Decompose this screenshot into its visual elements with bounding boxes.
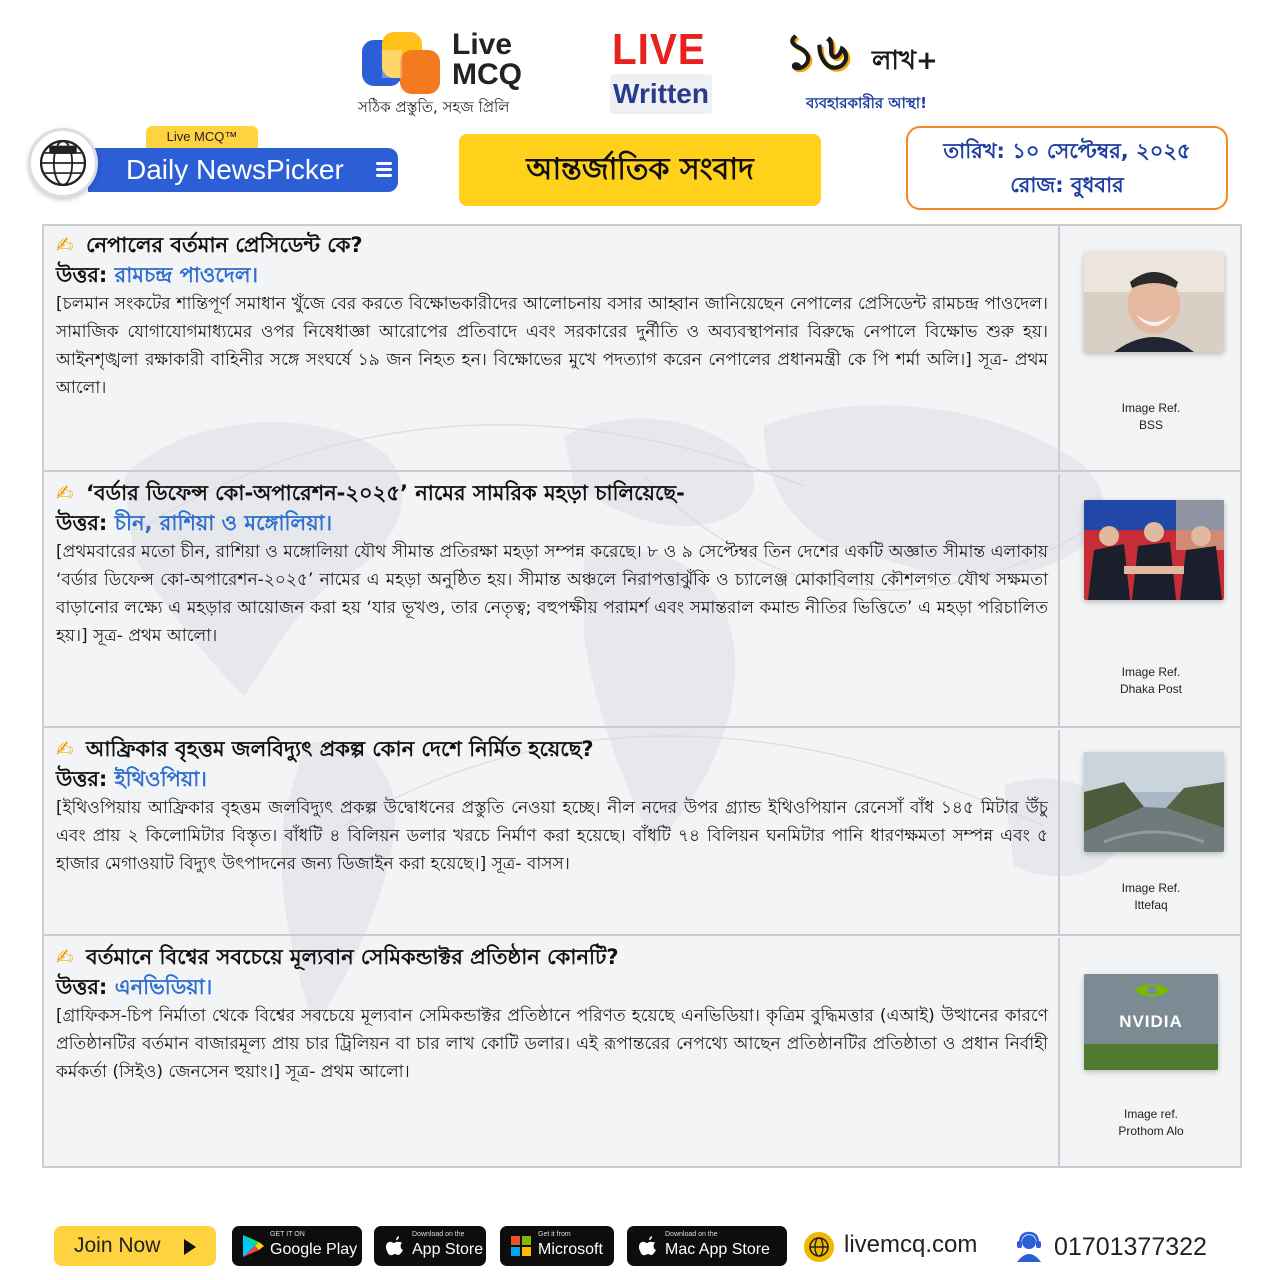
google-play-icon <box>240 1234 266 1258</box>
news-row-1 <box>44 226 1240 472</box>
apple-icon <box>635 1234 661 1258</box>
news-text-3 <box>44 730 1060 934</box>
apple-icon <box>382 1234 408 1258</box>
writing-hand-icon: ✍ <box>56 481 74 505</box>
news-table <box>42 224 1242 1168</box>
news-image-cell-2 <box>1062 474 1240 726</box>
news-image-cell-1 <box>1062 226 1240 470</box>
newspicker-top-label: Live MCQ™ <box>146 126 258 148</box>
users-suffix: লাখ+ <box>872 46 938 76</box>
app-store-button[interactable]: Download on the App Store <box>374 1226 486 1266</box>
detail-1: [চলমান সংকটের শান্তিপূর্ণ সমাধান খুঁজে বের করতে বিক্ষোভকারীদের আলোচনায় বসার আহ্বান জানিয়েছেন নেপালের প্রেসিডেন্ট রামচন্দ্র পাওদেল। সামাজিক যোগাযোগমাধ্যমের ওপর নিষেধাজ্ঞা আরোপের প্রতিবাদে এবং সরকারের দুর্নীতি ও অব্যবস্থাপনার বিরুদ্ধে নেপালে বিক্ষোভ শুরু হয়। আইনশৃঙ্খলা রক্ষাকারী বাহিনীর সঙ্গে সংঘর্ষে ১৯ জন নিহত হন। বিক্ষোভের মুখে পদত্যাগ করেন নেপালের প্রধানমন্ত্রী কে পি শর্মা অলি।] সূত্র- প্রথম আলো। <box>56 294 1048 398</box>
answer-2: উত্তর: চীন, রাশিয়া ও মঙ্গোলিয়া। <box>56 511 333 535</box>
news-text-1 <box>44 226 1060 470</box>
answer-3: উত্তর: ইথিওপিয়া। <box>56 767 207 791</box>
question-4: ✍ বর্তমানে বিশ্বের সবচেয়ে মূল্যবান সেমিকন্ডাক্টর প্রতিষ্ঠান কোনটি? <box>56 942 1048 972</box>
news-row-3 <box>44 730 1240 936</box>
microsoft-icon <box>508 1234 534 1258</box>
writing-hand-icon: ✍ <box>56 737 74 761</box>
category-title: আন্তর্জাতিক সংবাদ <box>459 134 821 206</box>
answer-1: উত্তর: রামচন্দ্র পাওদেল। <box>56 263 259 287</box>
nvidia-logo-photo <box>1084 974 1218 1070</box>
answer-4: উত্তর: এনভিডিয়া। <box>56 975 213 999</box>
daily-newspicker-badge <box>28 126 400 198</box>
news-image-cell-4 <box>1062 938 1240 1168</box>
microsoft-store-button[interactable]: Get it from Microsoft <box>500 1226 614 1266</box>
news-text-4 <box>44 938 1060 1168</box>
newspicker-title: Daily NewsPicker <box>88 148 398 192</box>
users-count: ১৬ <box>784 23 849 81</box>
nvidia-logo-text: NVIDIA <box>1119 1012 1183 1031</box>
brand-tagline: সঠিক প্রস্তুতি, সহজ প্রিলি <box>358 98 510 116</box>
news-row-4 <box>44 938 1240 1168</box>
globe-news-icon <box>28 128 98 198</box>
question-3: ✍ আফ্রিকার বৃহত্তম জলবিদ্যুৎ প্রকল্প কোন দেশে নির্মিত হয়েছে? <box>56 734 1048 764</box>
question-2: ✍ ‘বর্ডার ডিফেন্স কো-অপারেশন-২০২৫’ নামের সামরিক মহড়া চালিয়েছে- <box>56 478 1048 508</box>
dam-river-photo <box>1084 752 1224 852</box>
play-arrow-icon <box>184 1239 196 1255</box>
writing-hand-icon: ✍ <box>56 233 74 257</box>
detail-2: [প্রথমবারের মতো চীন, রাশিয়া ও মঙ্গোলিয়া যৌথ সীমান্ত প্রতিরক্ষা মহড়া সম্পন্ন করেছে। ৮ ও ৯ সেপ্টেম্বর তিন দেশের একটি অজ্ঞাত সীমান্ত এলাকায় ‘বর্ডার ডিফেন্স কো-অপারেশন-২০২৫’ নামের এ মহড়া অনুষ্ঠিত হয়। সীমান্ত অঞ্চলে নিরাপত্তাঝুঁকি ও চ্যালেঞ্জ মোকাবিলায় কৌশলগত যৌথ সক্ষমতা বাড়ানোর লক্ষ্যে এ মহড়ার আয়োজন করা হয় ‘যার ভূখণ্ড, তার নেতৃত্ব; বহুপক্ষীয় পরামর্শ এবং সমান্তরাল কমান্ড নীতির ভিত্তিতে’ এ মহড়া পরিচালিত হয়।] সূত্র- প্রথম আলো। <box>56 542 1048 646</box>
news-image-cell-3 <box>1062 730 1240 934</box>
support-agent-icon <box>1012 1230 1046 1264</box>
writing-hand-icon: ✍ <box>56 945 74 969</box>
date-line: তারিখ: ১০ সেপ্টেম্বর, ২০২৫ <box>943 139 1191 163</box>
three-leaders-photo <box>1084 500 1224 600</box>
written-label: Written <box>610 74 712 114</box>
menu-lines-icon <box>376 162 392 180</box>
president-photo <box>1084 252 1224 352</box>
google-play-button[interactable]: GET IT ON Google Play <box>232 1226 362 1266</box>
live-label: LIVE <box>612 25 706 74</box>
detail-4: [গ্রাফিকস-চিপ নির্মাতা থেকে বিশ্বের সবচেয়ে মূল্যবান সেমিকন্ডাক্টর প্রতিষ্ঠানে পরিণত হয়েছে এনভিডিয়া। কৃত্রিম বুদ্ধিমত্তার (এআই) উত্থানের কারণে প্রতিষ্ঠানটির বর্তমান বাজারমূল্য প্রায় চার ট্রিলিয়ন বা চার লাখ কোটি ডলার। এই রূপান্তরের নেপথ্যে আছেন প্রতিষ্ঠানটির প্রতিষ্ঠাতা ও প্রধান নির্বাহী কর্মকর্তা (সিইও) জেনসেন হুয়াং।] সূত্র- প্রথম আলো। <box>56 1006 1048 1082</box>
image-ref-2: Image Ref. Dhaka Post <box>1119 665 1183 696</box>
live-mcq-logo-icon <box>360 30 442 96</box>
news-row-2 <box>44 474 1240 728</box>
day-line: রোজ: বুধবার <box>1010 173 1124 197</box>
users-trust-text: ব্যবহারকারীর আস্থা! <box>806 94 928 112</box>
brand-name: Live MCQ <box>452 28 522 91</box>
news-text-2 <box>44 474 1060 726</box>
mac-app-store-button[interactable]: Download on the Mac App Store <box>627 1226 787 1266</box>
date-box <box>906 126 1228 210</box>
globe-icon <box>804 1232 834 1262</box>
detail-3: [ইথিওপিয়ায় আফ্রিকার বৃহত্তম জলবিদ্যুৎ প্রকল্প উদ্বোধনের প্রস্তুতি নেওয়া হচ্ছে। নীল নদের উপর গ্র্যান্ড ইথিওপিয়ান রেনেসাঁ বাঁধ ১৪৫ মিটার উঁচু এবং প্রায় ২ কিলোমিটার বিস্তৃত। বাঁধটি ৪ বিলিয়ন ডলার খরচে নির্মাণ করা হয়েছে। বাঁধটি ৭৪ বিলিয়ন ঘনমিটার পানি ধারণক্ষমতা সম্পন্ন এবং ৫ হাজার মেগাওয়াট বিদ্যুৎ উৎপাদনের জন্য ডিজাইন করা হয়েছে।] সূত্র- বাসস। <box>56 798 1048 874</box>
image-ref-4: Image ref. Prothom Alo <box>1118 1107 1184 1138</box>
image-ref-3: Image Ref. Ittefaq <box>1121 881 1181 912</box>
question-1: ✍ নেপালের বর্তমান প্রেসিডেন্ট কে? <box>56 230 1048 260</box>
join-now-button[interactable]: Join Now <box>54 1226 216 1266</box>
image-ref-1: Image Ref. BSS <box>1121 401 1181 432</box>
